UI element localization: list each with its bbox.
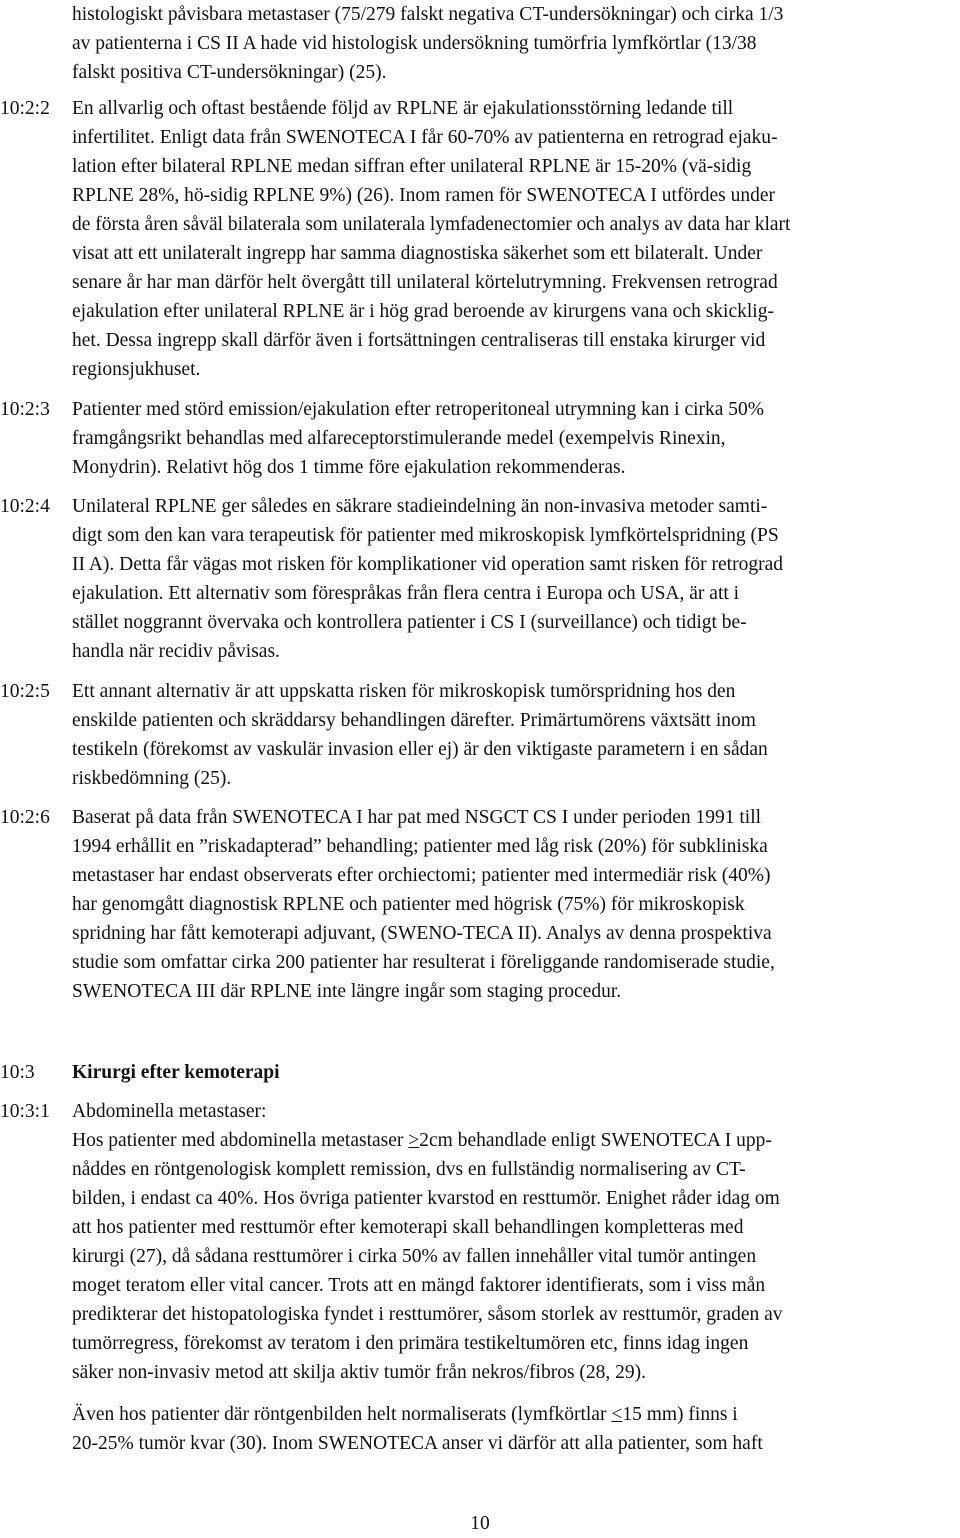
text-line: riskbedömning (25). <box>72 768 232 789</box>
section-10-2-4 <box>0 492 960 666</box>
section-10-2-3 <box>0 395 960 482</box>
text-line: lation efter bilateral RPLNE medan siffran efter unilateral RPLNE är 15-20% (vä-sidig <box>72 156 752 177</box>
text-line: spridning har fått kemoterapi adjuvant, (SWENO-TECA II). Analys av denna prospektiva <box>72 923 772 944</box>
text-line: RPLNE 28%, hö-sidig RPLNE 9%) (26). Inom ramen för SWENOTECA I utfördes under <box>72 185 775 206</box>
section-title: Kirurgi efter kemoterapi <box>72 1062 280 1083</box>
text-line: 1994 erhållit en ”riskadapterad” behandling; patienter med låg risk (20%) för subkliniska <box>72 836 768 857</box>
text-line: Patienter med störd emission/ejakulation efter retroperitoneal utrymning kan i cirka 50% <box>72 399 765 420</box>
section-10-2-2 <box>0 94 960 384</box>
text-line: predikterar det histopatologiska fyndet i resttumörer, såsom storlek av resttumör, graden av <box>72 1304 783 1325</box>
text-line: digt som den kan vara terapeutisk för patienter med mikroskopisk lymfkörtelspridning (PS <box>72 525 779 546</box>
text-line: histologiskt påvisbara metastaser (75/279 falskt negativa CT-undersökningar) och cirka 1/3 <box>72 4 784 25</box>
text-line: Unilateral RPLNE ger således en säkrare stadieindelning än non-invasiva metoder samti- <box>72 496 768 517</box>
text-line: Ett annant alternativ är att uppskatta risken för mikroskopisk tumörspridning hos den <box>72 681 736 702</box>
text-line: stället noggrannt övervaka och kontrollera patienter i CS I (surveillance) och tidigt be- <box>72 612 747 633</box>
text-line <box>72 1400 954 1429</box>
text-line: framgångsrikt behandlas med alfareceptorstimulerande medel (exempelvis Rinexin, <box>72 428 726 449</box>
section-10-2-5 <box>0 677 960 793</box>
section-number: 10:2:4 <box>0 496 50 517</box>
section-10-3-1-paragraph-2 <box>0 1400 960 1458</box>
text-line: testikeln (förekomst av vaskulär invasion eller ej) är den viktigaste parametern i en sådan <box>72 739 768 760</box>
text-line: 20-25% tumör kvar (30). Inom SWENOTECA anser vi därför att alla patienter, som haft <box>72 1433 763 1454</box>
text-line: nåddes en röntgenologisk komplett remission, dvs en fullständig normalisering av CT- <box>72 1159 746 1180</box>
text-line: senare år har man därför helt övergått till unilateral körtelutrymning. Frekvensen retrograd <box>72 272 778 293</box>
text-line: falskt positiva CT-undersökningar) (25). <box>72 62 387 83</box>
text-line: visat att ett unilateralt ingrepp har samma diagnostiska säkerhet som ett bilateralt. Under <box>72 243 763 264</box>
greater-than-symbol: > <box>408 1130 420 1151</box>
text-line: handla när recidiv påvisas. <box>72 641 280 662</box>
text-line: kirurgi (27), då sådana resttumörer i cirka 50% av fallen innehåller vital tumör antingen <box>72 1246 757 1267</box>
subsection-title: Abdominella metastaser: <box>72 1101 267 1122</box>
text-line: ejakulation. Ett alternativ som förespråkas från flera centra i Europa och USA, är att i <box>72 583 740 604</box>
less-than-symbol: < <box>611 1404 623 1425</box>
section-number: 10:3 <box>0 1062 35 1083</box>
text-line: ejakulation efter unilateral RPLNE är i hög grad beroende av kirurgens vana och skicklig- <box>72 301 774 322</box>
text-line: de första åren såväl bilaterala som unilaterala lymfadenectomier och analys av data har klart <box>72 214 791 235</box>
text-line: regionsjukhuset. <box>72 359 201 380</box>
section-10-3-heading <box>0 1058 960 1087</box>
text-line: tumörregress, förekomst av teratom i den primära testikeltumören etc, finns idag ingen <box>72 1333 749 1354</box>
text-line: infertilitet. Enligt data från SWENOTECA I får 60-70% av patienterna en retrograd ejaku- <box>72 127 778 148</box>
text-line: SWENOTECA III där RPLNE inte längre ingår som staging procedur. <box>72 981 622 1002</box>
text-line: studie som omfattar cirka 200 patienter har resulterat i föreliggande randomiserade studie, <box>72 952 775 973</box>
intro-paragraph <box>0 0 960 87</box>
text-line: Monydrin). Relativt hög dos 1 timme före ejakulation rekommenderas. <box>72 457 626 478</box>
text-line: moget teratom eller vital cancer. Trots att en mängd faktorer identifierats, som i viss mån <box>72 1275 766 1296</box>
text-line: av patienterna i CS II A hade vid histologisk undersökning tumörfria lymfkörtlar (13/38 <box>72 33 757 54</box>
text-fragment: Även hos patienter där röntgenbilden helt normaliserats (lymfkörtlar <box>72 1404 612 1425</box>
text-line: enskilde patienten och skräddarsy behandlingen därefter. Primärtumörens växtsätt inom <box>72 710 756 731</box>
text-line: metastaser har endast observerats efter orchiectomi; patienter med intermediär risk (40%) <box>72 865 771 886</box>
text-line: att hos patienter med resttumör efter kemoterapi skall behandlingen kompletteras med <box>72 1217 744 1238</box>
text-line: En allvarlig och oftast bestående följd av RPLNE är ejakulationsstörning ledande till <box>72 98 734 119</box>
text-fragment: 2cm behandlade enligt SWENOTECA I upp- <box>419 1130 772 1151</box>
section-number: 10:2:5 <box>0 681 50 702</box>
section-number: 10:2:6 <box>0 807 50 828</box>
text-line <box>72 1126 954 1155</box>
text-fragment: 15 mm) finns i <box>622 1404 738 1425</box>
page-number: 10 <box>470 1513 490 1534</box>
text-line: har genomgått diagnostisk RPLNE och patienter med högrisk (75%) för mikroskopisk <box>72 894 745 915</box>
text-line: bilden, i endast ca 40%. Hos övriga patienter kvarstod en resttumör. Enighet råder idag om <box>72 1188 780 1209</box>
text-line: het. Dessa ingrepp skall därför även i fortsättningen centraliseras till enstaka kirurger vid <box>72 330 766 351</box>
section-number: 10:2:3 <box>0 399 50 420</box>
section-10-3-1 <box>0 1097 960 1387</box>
text-line: II A). Detta får vägas mot risken för komplikationer vid operation samt risken för retrograd <box>72 554 783 575</box>
section-number: 10:2:2 <box>0 98 50 119</box>
section-number: 10:3:1 <box>0 1101 50 1122</box>
text-line: säker non-invasiv metod att skilja aktiv tumör från nekros/fibros (28, 29). <box>72 1362 647 1383</box>
text-line: Baserat på data från SWENOTECA I har pat med NSGCT CS I under perioden 1991 till <box>72 807 762 828</box>
section-10-2-6 <box>0 803 960 1006</box>
text-fragment: Hos patienter med abdominella metastaser <box>72 1130 409 1151</box>
